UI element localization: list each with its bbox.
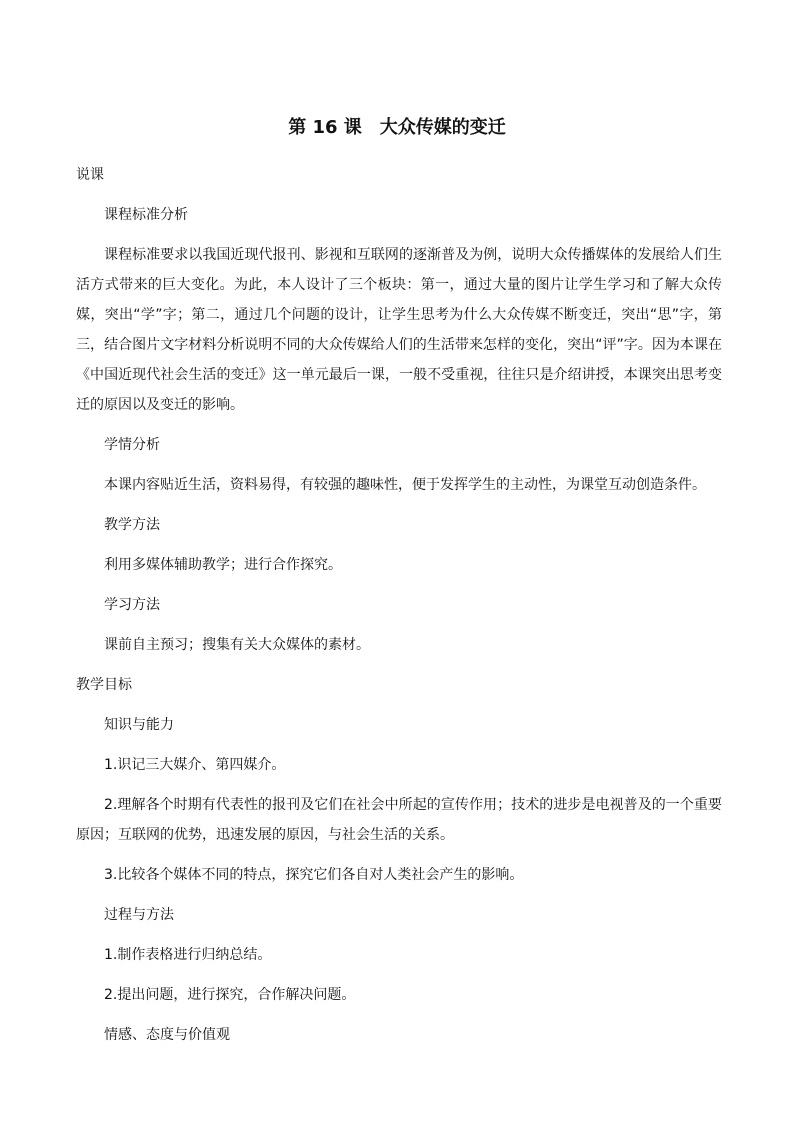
subsection-heading: 过程与方法 xyxy=(104,907,174,923)
paragraph: 课程标准要求以我国近现代报刊、影视和互联网的逐渐普及为例，说明大众传播媒体的发展给人们生活方式带来的巨大变化。为此，本人设计了三个板块：第一，通过大量的图片让学生学习和了解大众传媒，突出“学”字；第二，通过几个问题的设计，让学生思考为什么大众传媒不断变迁，突出“思”字，第三，结合图片文字材料分析说明不同的大众传媒给人们的生活带来怎样的变化，突出“评”字。因为本课在《中国近现代社会生活的变迁》这一单元最后一课，一般不受重视，往往只是介绍讲授，本课突出思考变迁的原因以及变迁的影响。 xyxy=(76,247,722,413)
list-item: 1.识记三大媒介、第四媒介。 xyxy=(104,757,286,773)
list-item: 2.理解各个时期有代表性的报刊及它们在社会中所起的宣传作用；技术的进步是电视普及的一个重要原因；互联网的优势，迅速发展的原因，与社会生活的关系。 xyxy=(76,797,722,843)
subsection-heading: 学情分析 xyxy=(104,437,160,453)
subsection-heading: 课程标准分析 xyxy=(104,207,188,223)
document-body xyxy=(76,160,722,1060)
list-item: 2.提出问题，进行探究，合作解决问题。 xyxy=(104,987,356,1003)
subsection-heading: 情感、态度与价值观 xyxy=(104,1027,230,1043)
section-heading: 教学目标 xyxy=(76,677,132,693)
subsection-heading: 知识与能力 xyxy=(104,717,174,733)
section-heading: 说课 xyxy=(76,167,104,183)
list-item: 3.比较各个媒体不同的特点，探究它们各自对人类社会产生的影响。 xyxy=(104,867,524,883)
paragraph: 课前自主预习；搜集有关大众媒体的素材。 xyxy=(104,637,370,653)
subsection-heading: 学习方法 xyxy=(104,597,160,613)
list-item: 1.制作表格进行归纳总结。 xyxy=(104,947,272,963)
page-title: 第 16 课 大众传媒的变迁 xyxy=(288,117,506,138)
paragraph: 利用多媒体辅助教学；进行合作探究。 xyxy=(104,557,342,573)
subsection-heading: 教学方法 xyxy=(104,517,160,533)
paragraph: 本课内容贴近生活，资料易得，有较强的趣味性，便于发挥学生的主动性，为课堂互动创造条件。 xyxy=(104,477,706,493)
